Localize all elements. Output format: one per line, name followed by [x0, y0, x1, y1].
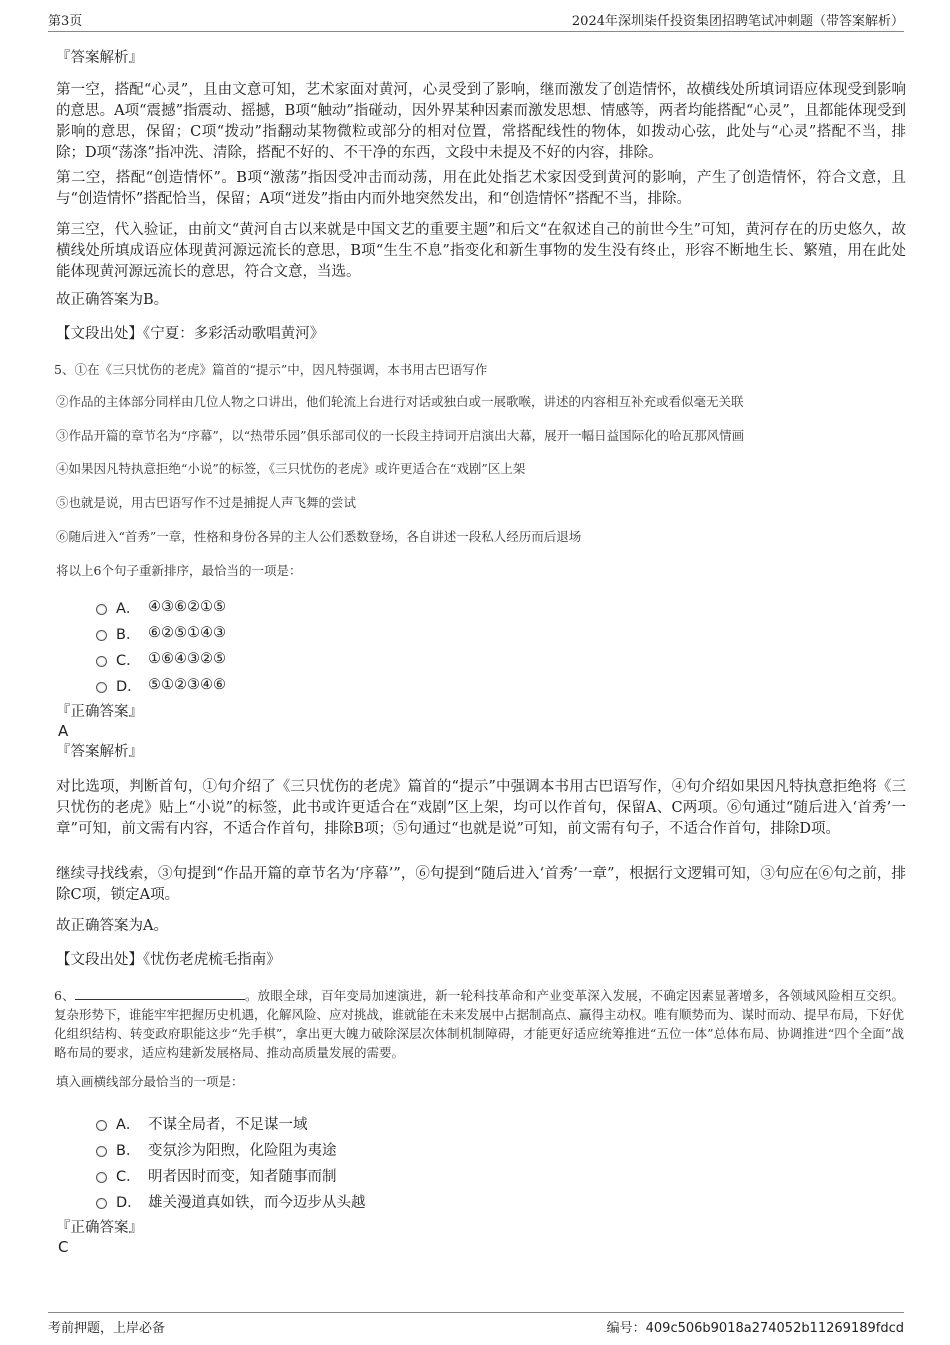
q5-sentence-3: ③作品开篇的章节名为“序幕”，以“热带乐园”俱乐部司仪的一长段主持词开启演出大幕，展开一幅日益国际化的哈瓦那风情画	[56, 428, 745, 443]
q6-option-b[interactable]: B． 变氛沴为阳煦，化险阻为夷途	[96, 1138, 337, 1160]
q5-analysis-p2: 继续寻找线索，③句提到“作品开篇的章节名为‘序幕’”，⑥句提到“随后进入‘首秀’一章”，根据行文逻辑可知，③句应在⑥句之前，排除C项，锁定A项。	[56, 866, 906, 903]
radio-icon[interactable]	[96, 1120, 107, 1131]
q5-conclusion: 故正确答案为A。	[56, 918, 168, 934]
q6-answer: C	[58, 1238, 69, 1256]
footer-code: 编号：409c506b9018a274052b11269189fdcd	[606, 1321, 904, 1336]
q4-analysis-label: 『答案解析』	[56, 50, 143, 66]
q4-conclusion: 故正确答案为B。	[56, 292, 169, 308]
page-footer	[48, 1312, 904, 1334]
q6-option-d[interactable]: D． 雄关漫道真如铁，而今迈步从头越	[96, 1190, 366, 1212]
q6-prompt: 填入画横线部分最恰当的一项是：	[56, 1074, 244, 1089]
q4-analysis-p1: 第一空，搭配“心灵”，且由文意可知，艺术家面对黄河，心灵受到了影响，继而激发了创造情怀，故横线处所填词语应体现受到影响的意思。A项“震撼”指震动、摇撼，B项“触动”指碰动，因外界某种因素而激发思想、情感等，两者均能搭配“心灵”，且都能体现受到影响的意思，保留；C项“拨动”指翻动某物微粒或部分的相对位置，常搭配线性的物体，如拨动心弦，此处与“心灵”搭配不当，排除；D项“荡涤”指冲洗、清除，搭配不好的、不干净的东西，文段中未提及不好的内容，排除。	[56, 82, 906, 161]
q6-answer-label: 『正确答案』	[56, 1220, 143, 1236]
q6-stem-text: 。放眼全球，百年变局加速演进，新一轮科技革命和产业变革深入发展，不确定因素显著增多，各领域风险相互交织。复杂形势下，谁能牢牢把握历史机遇，化解风险、应对挑战，谁就能在未来发展中占据制高点、赢得主动权。唯有顺势而为、谋时而动、提早布局，下好优化组织结构、转变政府职能这步“先手棋”，拿出更大魄力破除深层次体制机制障碍，才能更好适应统筹推进“五位一体”总体布局、协调推进“四个全面”战略布局的要求，适应构建新发展格局、推动高质量发展的需要。	[54, 988, 905, 1060]
q5-sentence-4: ④如果因凡特执意拒绝“小说”的标签，《三只忧伤的老虎》或许更适合在“戏剧”区上架	[56, 461, 526, 476]
q5-answer-label: 『正确答案』	[56, 704, 143, 720]
q5-sentence-1: 5、①在《三只忧伤的老虎》篇首的“提示”中，因凡特强调，本书用古巴语写作	[54, 362, 488, 377]
q6-number: 6、	[54, 988, 75, 1003]
q5-sentence-5: ⑤也就是说，用古巴语写作不过是捕捉人声飞舞的尝试	[56, 495, 357, 510]
q4-analysis-p3: 第三空，代入验证，由前文“黄河自古以来就是中国文艺的重要主题”和后文“在叙述自己的前世今生”可知，黄河存在的历史悠久，故横线处所填成语应体现黄河源远流长的意思，B项“生生不息”指变化和新生事物的发生没有终止，形容不断地生长、繁殖，用在此处能体现黄河源远流长的意思，符合文意，当选。	[56, 222, 906, 280]
radio-icon[interactable]	[96, 1198, 107, 1209]
radio-icon[interactable]	[96, 682, 107, 693]
document-title: 2024年深圳柒仟投资集团招聘笔试冲刺题（带答案解析）	[571, 14, 904, 29]
q5-source: 【文段出处】《忧伤老虎梳毛指南》	[56, 952, 281, 968]
q6-option-c[interactable]: C． 明者因时而变，知者随事而制	[96, 1164, 337, 1186]
q6-blank	[75, 988, 245, 1000]
q5-analysis-label: 『答案解析』	[56, 744, 143, 760]
q5-analysis-p1: 对比选项，判断首句，①句介绍了《三只忧伤的老虎》篇首的“提示”中强调本书用古巴语写作，④句介绍如果因凡特执意拒绝将《三只忧伤的老虎》贴上“小说”的标签，此书或许更适合在“戏剧”区上架，均可以作首句，保留A、C两项。⑥句通过“随后进入‘首秀’一章”可知，前文需有内容，不适合作首句，排除B项；⑤句通过“也就是说”可知，前文需有句子，不适合作首句，排除D项。	[56, 779, 906, 837]
q4-source: 【文段出处】《宁夏：多彩活动歌唱黄河》	[56, 326, 325, 342]
page-number: 第3页	[48, 14, 83, 29]
q5-option-a[interactable]: A． ④③⑥②①⑤	[96, 596, 226, 618]
q6-stem	[54, 986, 904, 1062]
page-header	[48, 10, 904, 32]
radio-icon[interactable]	[96, 656, 107, 667]
q5-option-b[interactable]: B． ⑥②⑤①④③	[96, 622, 226, 644]
radio-icon[interactable]	[96, 604, 107, 615]
q6-option-a[interactable]: A． 不谋全局者，不足谋一域	[96, 1112, 308, 1134]
radio-icon[interactable]	[96, 1172, 107, 1183]
q5-option-d[interactable]: D． ⑤①②③④⑥	[96, 674, 226, 696]
radio-icon[interactable]	[96, 1146, 107, 1157]
q5-prompt: 将以上6个句子重新排序，最恰当的一项是：	[56, 563, 302, 578]
q5-sentence-2: ②作品的主体部分同样由几位人物之口讲出，他们轮流上台进行对话或独白或一展歌喉，讲述的内容相互补充或看似毫无关联	[56, 394, 744, 409]
q5-option-c[interactable]: C． ①⑥④③②⑤	[96, 648, 226, 670]
q5-answer: A	[58, 722, 69, 740]
q4-analysis-p2: 第二空，搭配“创造情怀”。B项“激荡”指因受冲击而动荡，用在此处指艺术家因受到黄河的影响，产生了创造情怀，符合文意，且与“创造情怀”搭配恰当，保留；A项“迸发”指由内而外地突然发出，和“创造情怀”搭配不当，排除。	[56, 170, 906, 207]
q5-sentence-6: ⑥随后进入“首秀”一章，性格和身份各异的主人公们悉数登场，各自讲述一段私人经历而后退场	[56, 529, 582, 544]
footer-slogan: 考前押题，上岸必备	[48, 1321, 166, 1336]
radio-icon[interactable]	[96, 630, 107, 641]
